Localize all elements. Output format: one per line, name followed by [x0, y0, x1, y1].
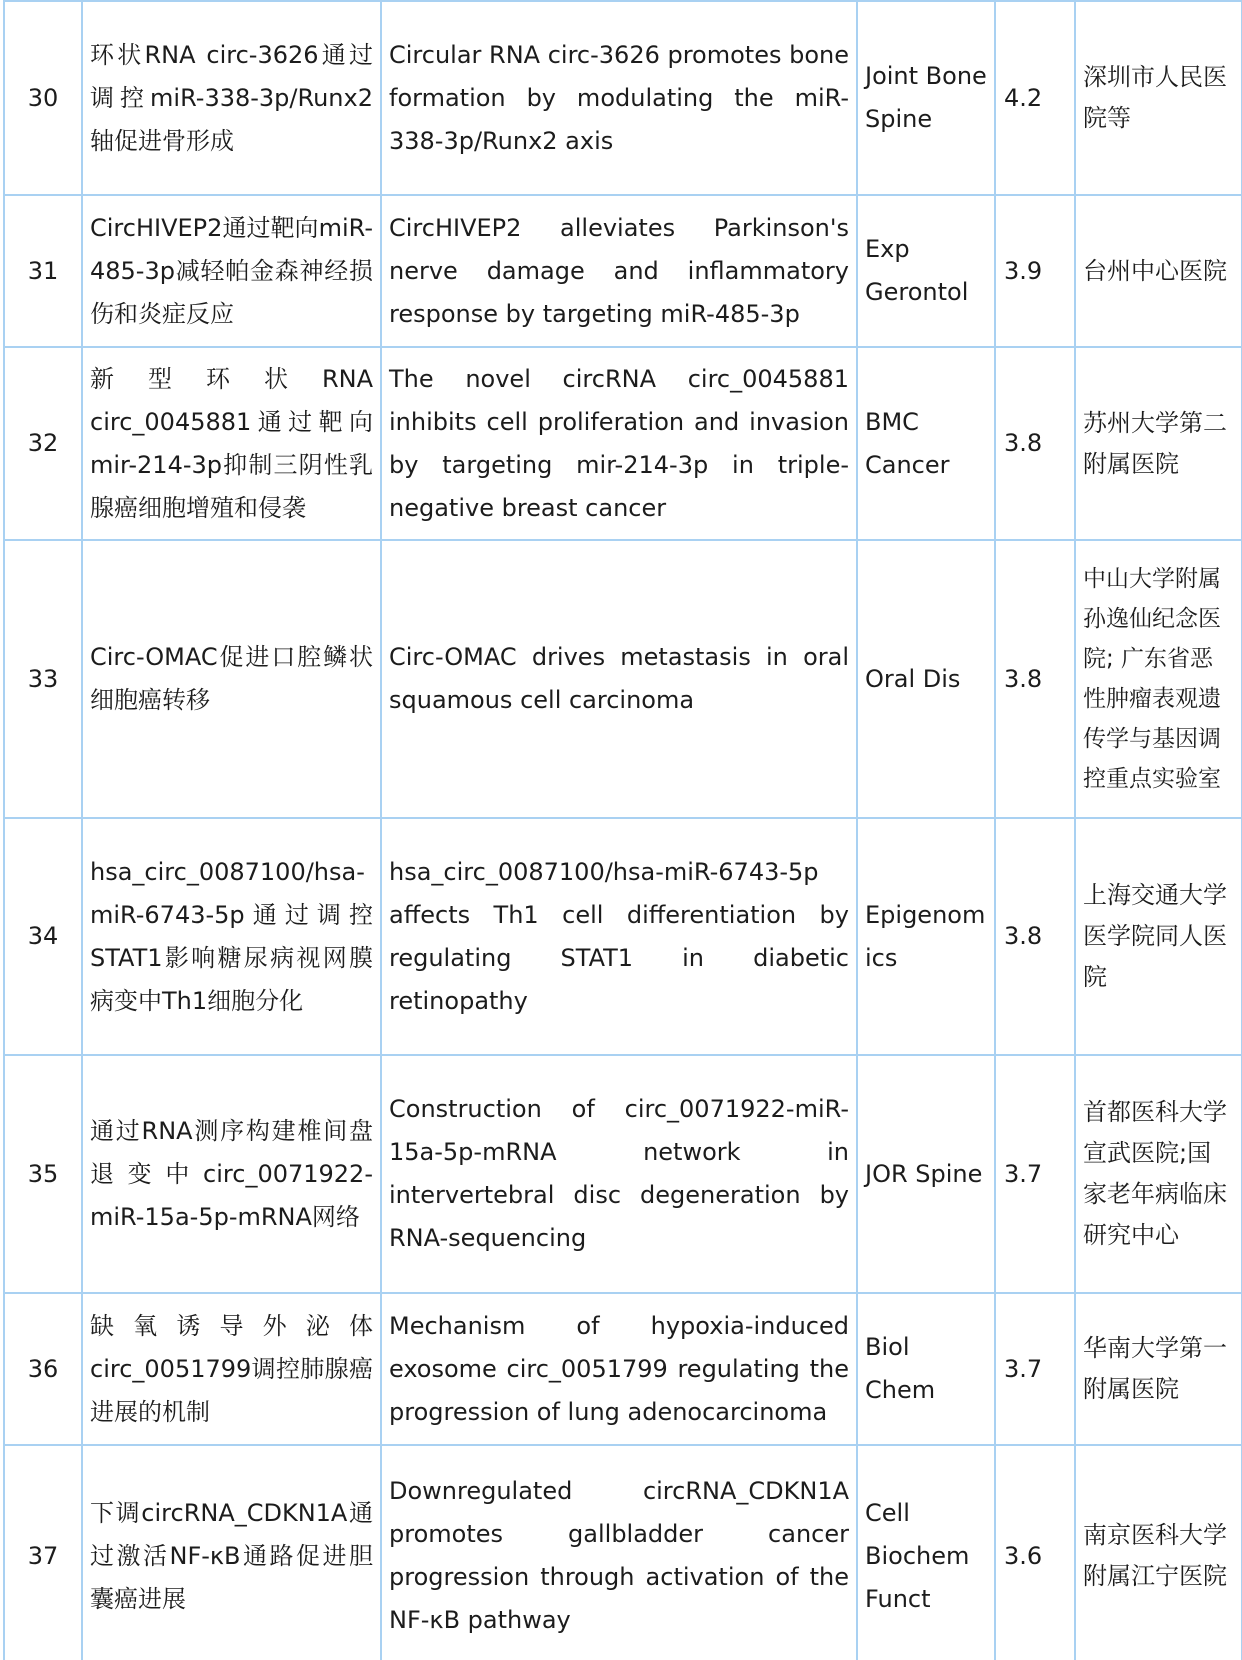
impact-factor: 3.9: [995, 195, 1075, 347]
english-title: The novel circRNA circ_0045881 inhibits cell proliferation and invasion by targeting mir-214-3p in triple-negative breast cancer: [381, 347, 857, 540]
chinese-title: 缺氧诱导外泌体circ_0051799调控肺腺癌进展的机制: [82, 1293, 381, 1445]
impact-factor: 3.8: [995, 540, 1075, 818]
chinese-title: 通过RNA测序构建椎间盘退变中circ_0071922-miR-15a-5p-mRNA网络: [82, 1055, 381, 1293]
row-number: 37: [4, 1445, 82, 1660]
institution: 南京医科大学附属江宁医院: [1075, 1445, 1242, 1660]
journal-name: Cell Biochem Funct: [857, 1445, 995, 1660]
institution: 首都医科大学宣武医院;国家老年病临床研究中心: [1075, 1055, 1242, 1293]
row-number: 34: [4, 818, 82, 1055]
english-title: hsa_circ_0087100/hsa-miR-6743-5p affects Th1 cell differentiation by regulating STAT1 in diabetic retinopathy: [381, 818, 857, 1055]
table-row: [4, 1, 1242, 195]
institution: 上海交通大学医学院同人医院: [1075, 818, 1242, 1055]
row-number: 32: [4, 347, 82, 540]
english-title: Circ-OMAC drives metastasis in oral squamous cell carcinoma: [381, 540, 857, 818]
journal-name: BMC Cancer: [857, 347, 995, 540]
row-number: 30: [4, 1, 82, 195]
english-title: Downregulated circRNA_CDKN1A promotes gallbladder cancer progression through activation of the NF-κB pathway: [381, 1445, 857, 1660]
chinese-title: 新型环状RNA circ_0045881通过靶向mir-214-3p抑制三阴性乳腺癌细胞增殖和侵袭: [82, 347, 381, 540]
impact-factor: 3.8: [995, 347, 1075, 540]
paper-table: [3, 0, 1242, 1660]
table-row: [4, 1055, 1242, 1293]
row-number: 33: [4, 540, 82, 818]
journal-name: Exp Gerontol: [857, 195, 995, 347]
institution: 苏州大学第二附属医院: [1075, 347, 1242, 540]
institution: 华南大学第一附属医院: [1075, 1293, 1242, 1445]
impact-factor: 3.8: [995, 818, 1075, 1055]
row-number: 35: [4, 1055, 82, 1293]
chinese-title: 环状RNA circ-3626通过调控miR-338-3p/Runx2轴促进骨形成: [82, 1, 381, 195]
journal-name: Epigenomics: [857, 818, 995, 1055]
journal-name: JOR Spine: [857, 1055, 995, 1293]
english-title: Mechanism of hypoxia-induced exosome circ_0051799 regulating the progression of lung adenocarcinoma: [381, 1293, 857, 1445]
chinese-title: hsa_circ_0087100/hsa-miR-6743-5p通过调控STAT1影响糖尿病视网膜病变中Th1细胞分化: [82, 818, 381, 1055]
english-title: CircHIVEP2 alleviates Parkinson's nerve damage and inflammatory response by targeting miR-485-3p: [381, 195, 857, 347]
impact-factor: 3.6: [995, 1445, 1075, 1660]
journal-name: Oral Dis: [857, 540, 995, 818]
journal-name: Joint Bone Spine: [857, 1, 995, 195]
english-title: Circular RNA circ-3626 promotes bone formation by modulating the miR-338-3p/Runx2 axis: [381, 1, 857, 195]
impact-factor: 4.2: [995, 1, 1075, 195]
institution: 深圳市人民医院等: [1075, 1, 1242, 195]
table-row: [4, 1293, 1242, 1445]
row-number: 36: [4, 1293, 82, 1445]
institution: 台州中心医院: [1075, 195, 1242, 347]
impact-factor: 3.7: [995, 1293, 1075, 1445]
table-row: [4, 540, 1242, 818]
chinese-title: Circ-OMAC促进口腔鳞状细胞癌转移: [82, 540, 381, 818]
table-row: [4, 347, 1242, 540]
chinese-title: 下调circRNA_CDKN1A通过激活NF-κB通路促进胆囊癌进展: [82, 1445, 381, 1660]
table-row: [4, 1445, 1242, 1660]
row-number: 31: [4, 195, 82, 347]
journal-name: Biol Chem: [857, 1293, 995, 1445]
english-title: Construction of circ_0071922-miR-15a-5p-mRNA network in intervertebral disc degeneration by RNA-sequencing: [381, 1055, 857, 1293]
impact-factor: 3.7: [995, 1055, 1075, 1293]
institution: 中山大学附属孙逸仙纪念医院; 广东省恶性肿瘤表观遗传学与基因调控重点实验室: [1075, 540, 1242, 818]
chinese-title: CircHIVEP2通过靶向miR-485-3p减轻帕金森神经损伤和炎症反应: [82, 195, 381, 347]
table-row: [4, 195, 1242, 347]
table-row: [4, 818, 1242, 1055]
